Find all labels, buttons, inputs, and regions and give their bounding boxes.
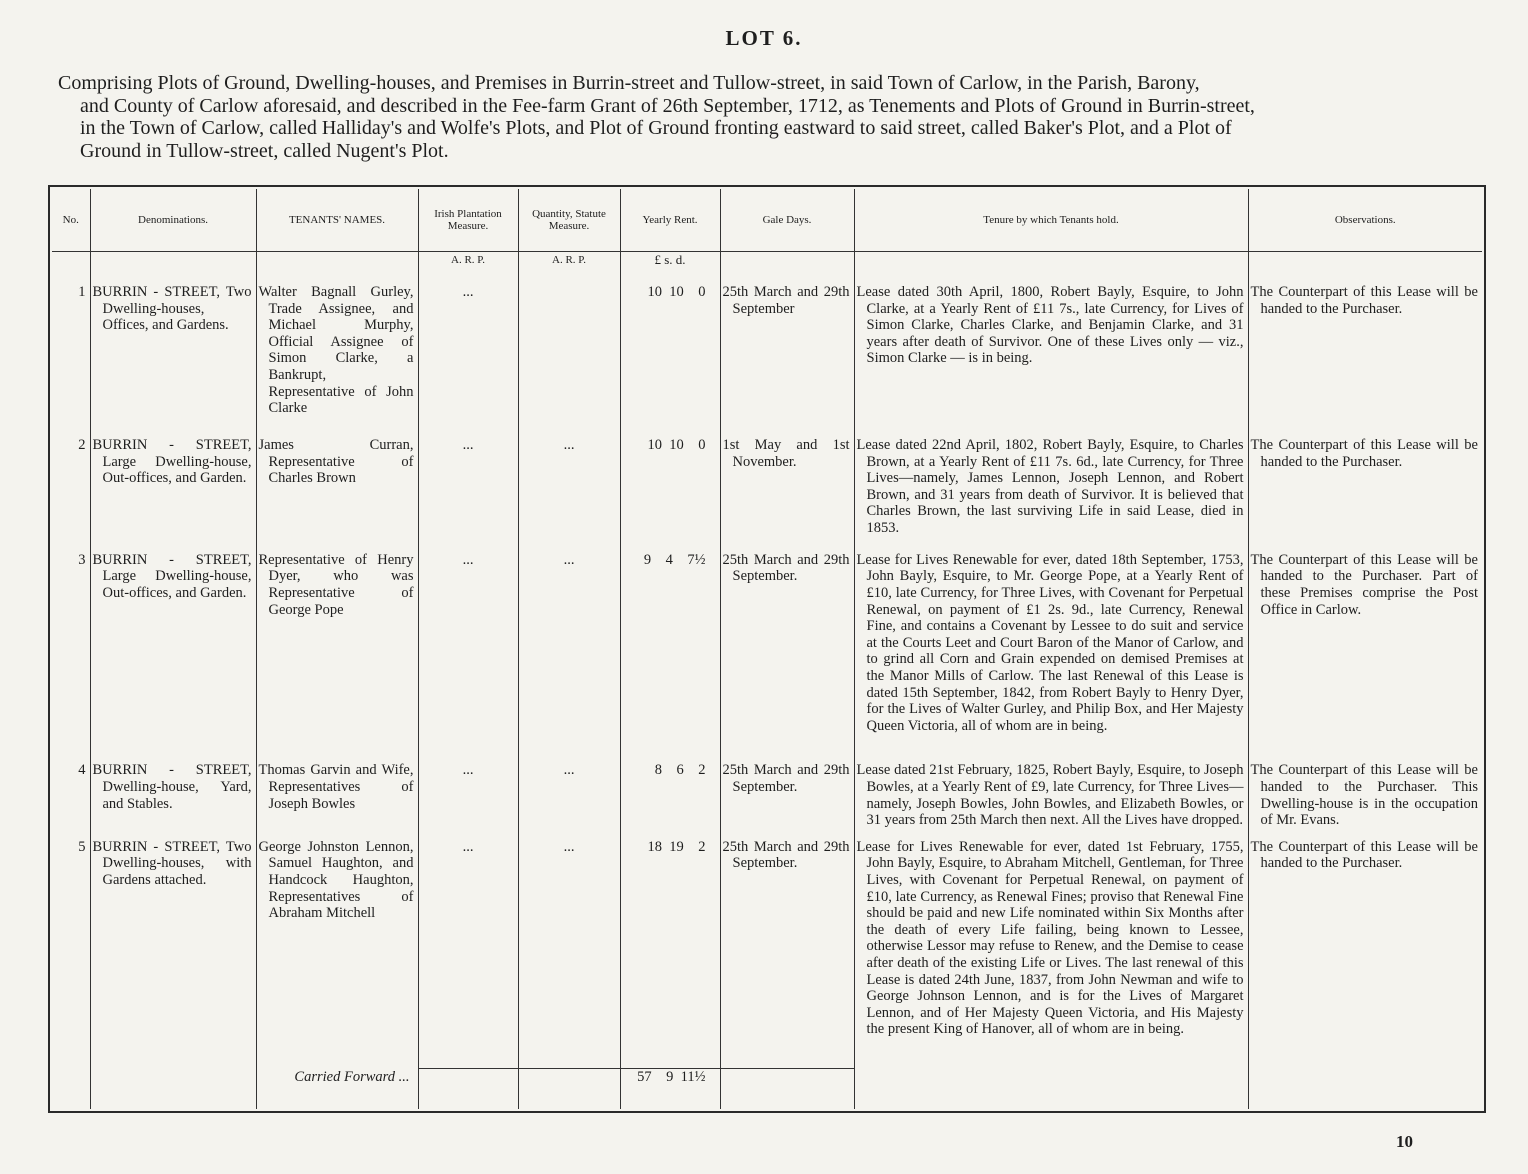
tenure-cell: Lease for Lives Renewable for ever, dated 1st February, 1755, John Bayly, Esquire, to Abraham Mitchell, Gentleman, for Three Lives, with Covenant for Perpetual Renewal, on payment of £10, late Currency, as Renewal Fines; proviso that Renewal Fine should be paid and new Life nominated within Six Months after the death of every Life failing, being known to Lessee, otherwise Lessor may refuse to Renew, and the Demise to cease after death of the existing Life or Lives. The last renewal of this Lease is dated 24th June, 1837, from John Newman and wife to George Johnson Lennon, and is for the Lives of Margaret Lennon, and of Her Majesty Queen Victoria, and His Majesty the present King of Hanover, all of whom are in being.	[854, 839, 1248, 1069]
denomination-cell	[90, 839, 256, 1069]
denomination-cell	[90, 762, 256, 839]
irish-measure-cell: ...	[418, 839, 518, 1069]
rent-cell: 10 10 0	[620, 284, 720, 437]
page-number: 10	[1396, 1132, 1413, 1151]
table-row	[52, 839, 1482, 1069]
denomination-street: BURRIN - STREET,	[92, 838, 221, 855]
lot-title: LOT 6.	[725, 26, 803, 50]
header-yearly-rent: Yearly Rent.	[620, 189, 720, 252]
statute-measure-cell: ...	[518, 839, 620, 1069]
header-irish-measure: Irish Plantation Measure.	[418, 189, 518, 252]
header-tenants: TENANTS' NAMES.	[256, 189, 418, 252]
carried-forward-row	[52, 1069, 1482, 1110]
header-gale-days: Gale Days.	[720, 189, 854, 252]
irish-measure-cell: ...	[418, 762, 518, 839]
header-row	[52, 189, 1482, 252]
statute-measure-cell: ...	[518, 762, 620, 839]
gale-days-cell: 25th March and 29th September.	[720, 552, 854, 762]
table-row	[52, 552, 1482, 762]
denomination-street: BURRIN - STREET,	[92, 437, 252, 454]
irish-units: A. R. P.	[418, 252, 518, 285]
row-number: 1	[52, 284, 90, 437]
header-observations: Observations.	[1248, 189, 1482, 252]
carried-forward-total: 57 9 11½	[620, 1069, 720, 1110]
header-no: No.	[52, 189, 90, 252]
lot-description	[58, 72, 1490, 162]
rent-units: £ s. d.	[620, 252, 720, 285]
statute-measure-cell	[518, 284, 620, 437]
description-line-1: Comprising Plots of Ground, Dwelling-houses, and Premises in Burrin-street and Tullow-street, in said Town of Carlow, in the Parish, Barony,	[58, 72, 1200, 94]
gale-days-cell: 25th March and 29th September	[720, 284, 854, 437]
denomination-detail: Large Dwelling-house, Out-offices, and Garden.	[102, 568, 252, 602]
tenure-cell: Lease dated 30th April, 1800, Robert Bayly, Esquire, to John Clarke, at a Yearly Rent of £11 7s., late Currency, for Lives of Simon Clarke, Charles Clarke, and Benjamin Clarke, and 31 years after death of Survivor. One of these Lives only — viz., Simon Clarke — is in being.	[854, 284, 1248, 437]
denomination-street: BURRIN - STREET,	[92, 551, 252, 568]
tenants-cell: Thomas Garvin and Wife, Representatives of Joseph Bowles	[256, 762, 418, 839]
tenure-cell: Lease dated 22nd April, 1802, Robert Bayly, Esquire, to Charles Brown, at a Yearly Rent of £11 7s. 6d., late Currency, for Three Lives—namely, James Lennon, Joseph Lennon, and Robert Brown, and 31 years from death of Survivor. It is believed that Charles Brown, the last surviving Life in said Lease, died in 1853.	[854, 437, 1248, 552]
rent-cell: 9 4 7½	[620, 552, 720, 762]
denomination-street: BURRIN - STREET,	[92, 762, 252, 779]
description-line-4: Ground in Tullow-street, called Nugent's Plot.	[80, 139, 449, 162]
observations-cell: The Counterpart of this Lease will be handed to the Purchaser. This Dwelling-house is in the occupation of Mr. Evans.	[1248, 762, 1482, 839]
header-statute-measure: Quantity, Statute Measure.	[518, 189, 620, 252]
description-line-2: and County of Carlow aforesaid, and described in the Fee-farm Grant of 26th September, 1712, as Tenements and Plots of Ground in Burrin-street,	[80, 94, 1255, 117]
denomination-cell	[90, 284, 256, 437]
statute-measure-cell: ...	[518, 552, 620, 762]
observations-cell: The Counterpart of this Lease will be handed to the Purchaser.	[1248, 839, 1482, 1069]
denomination-detail: Large Dwelling-house, Out-offices, and Garden.	[102, 453, 252, 487]
row-number: 2	[52, 437, 90, 552]
statute-measure-cell: ...	[518, 437, 620, 552]
irish-measure-cell: ...	[418, 437, 518, 552]
rent-cell: 18 19 2	[620, 839, 720, 1069]
tenure-cell: Lease dated 21st February, 1825, Robert Bayly, Esquire, to Joseph Bowles, at a Yearly Rent of £9, late Currency, for Three Lives—namely, Joseph Bowles, John Bowles, and Elizabeth Bowles, or 31 years from 25th March then next. All the Lives have dropped.	[854, 762, 1248, 839]
gale-days-cell: 25th March and 29th September.	[720, 839, 854, 1069]
lot-schedule-table	[52, 189, 1482, 1109]
denomination-detail: Two Dwelling-houses, with Gardens attached.	[102, 838, 252, 889]
table-row	[52, 437, 1482, 552]
tenants-cell: Walter Bagnall Gurley, Trade Assignee, and Michael Murphy, Official Assignee of Simon Clarke, a Bankrupt, Representative of John Clarke	[256, 284, 418, 437]
tenure-cell: Lease for Lives Renewable for ever, dated 18th September, 1753, John Bayly, Esquire, to Mr. George Pope, at a Yearly Rent of £10, late Currency, for Three Lives, with Covenant for Perpetual Renewal, on payment of £1 2s. 9d., late Currency, Renewal Fine, and contains a Covenant by Lessee to do suit and service at the Courts Leet and Court Baron of the Manor of Carlow, and to grind all Corn and Grain expended on demised Premises at the Manor Mills of Carlow. The last Renewal of this Lease is dated 15th September, 1842, from Robert Bayly to Henry Dyer, for the Lives of Walter Gurley, and Philip Box, and Her Majesty Queen Victoria, all of whom are in being.	[854, 552, 1248, 762]
gale-days-cell: 25th March and 29th September.	[720, 762, 854, 839]
table-row	[52, 762, 1482, 839]
denomination-street: BURRIN - STREET,	[92, 284, 221, 300]
denomination-cell	[90, 552, 256, 762]
row-number: 3	[52, 552, 90, 762]
denomination-detail: Two Dwelling-houses, Offices, and Gardens.	[102, 284, 252, 334]
denomination-detail: Dwelling-house, Yard, and Stables.	[102, 778, 252, 812]
observations-cell: The Counterpart of this Lease will be handed to the Purchaser.	[1248, 437, 1482, 552]
header-denominations: Denominations.	[90, 189, 256, 252]
observations-cell: The Counterpart of this Lease will be handed to the Purchaser.	[1248, 284, 1482, 437]
units-row	[52, 252, 1482, 285]
irish-measure-cell: ...	[418, 284, 518, 437]
table-row	[52, 284, 1482, 437]
tenants-cell: Representative of Henry Dyer, who was Representative of George Pope	[256, 552, 418, 762]
carried-forward-label: Carried Forward ...	[256, 1069, 418, 1110]
statute-units: A. R. P.	[518, 252, 620, 285]
row-number: 5	[52, 839, 90, 1069]
irish-measure-cell: ...	[418, 552, 518, 762]
denomination-cell	[90, 437, 256, 552]
row-number: 4	[52, 762, 90, 839]
observations-cell: The Counterpart of this Lease will be handed to the Purchaser. Part of these Premises comprise the Post Office in Carlow.	[1248, 552, 1482, 762]
rent-cell: 10 10 0	[620, 437, 720, 552]
rent-cell: 8 6 2	[620, 762, 720, 839]
description-line-3: in the Town of Carlow, called Halliday's and Wolfe's Plots, and Plot of Ground fronting eastward to said street, called Baker's Plot, and a Plot of	[80, 117, 1232, 139]
tenants-cell: George Johnston Lennon, Samuel Haughton, and Handcock Haughton, Representatives of Abraham Mitchell	[256, 839, 418, 1069]
header-tenure: Tenure by which Tenants hold.	[854, 189, 1248, 252]
gale-days-cell: 1st May and 1st November.	[720, 437, 854, 552]
tenants-cell: James Curran, Representative of Charles Brown	[256, 437, 418, 552]
